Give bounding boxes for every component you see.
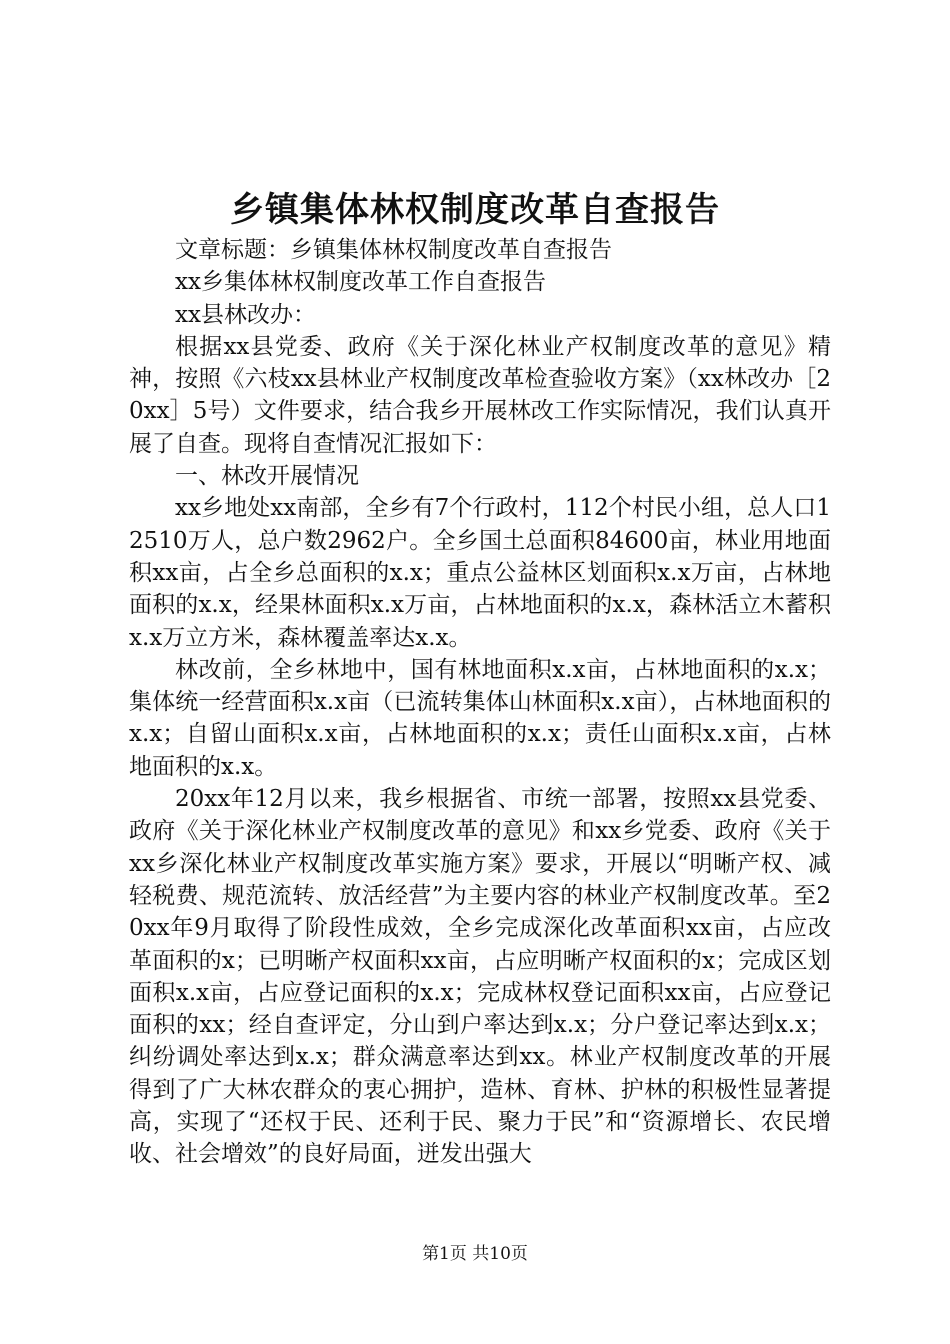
document-title: 乡镇集体林权制度改革自查报告 bbox=[230, 190, 720, 230]
article-title-line: 文章标题：乡镇集体林权制度改革自查报告 bbox=[175, 237, 612, 263]
overview-paragraph: xx乡地处xx南部，全乡有7个行政村，112个村民小组，总人口12510万人，总户数2962户。全乡国土总面积84600亩，林业用地面积xx亩，占全乡总面积的x.x；重点公益林区划面积x.x万亩，占林地面积的x.x，经果林面积x.x万亩，占林地面积的x.x，森林活立木蓄积x.x万立方米，森林覆盖率达x.x。 bbox=[129, 495, 831, 651]
addressee: xx县林改办： bbox=[175, 301, 316, 328]
intro-paragraph: 根据xx县党委、政府《关于深化林业产权制度改革的意见》精神，按照《六枝xx县林业产权制度改革检查验收方案》（xx林改办［20xx］5号）文件要求，结合我乡开展林改工作实际情况，我们认真开展了自查。现将自查情况汇报如下： bbox=[129, 333, 831, 457]
progress-paragraph: 20xx年12月以来，我乡根据省、市统一部署，按照xx县党委、政府《关于深化林业产权制度改革的意见》和xx乡党委、政府《关于xx乡深化林业产权制度改革实施方案》要求，开展以“明晰产权、减轻税费、规范流转、放活经营”为主要内容的林业产权制度改革。至20xx年9月取得了阶段性成效，全乡完成深化改革面积xx亩，占应改革面积的x；已明晰产权面积xx亩，占应明晰产权面积的x；完成区划面积x.x亩，占应登记面积的x.x；完成林权登记面积xx亩，占应登记面积的xx；经自查评定，分山到户率达到x.x；分户登记率达到x.x；纠纷调处率达到x.x；群众满意率达到xx。林业产权制度改革的开展得到了广大林农群众的衷心拥护，造林、育林、护林的积极性显著提高，实现了“还权于民、还利于民、聚力于民”和“资源增长、农民增收、社会增效”的良好局面，迸发出强大 bbox=[129, 786, 831, 1168]
report-heading: xx乡集体林权制度改革工作自查报告 bbox=[175, 269, 546, 296]
pre-reform-paragraph: 林改前，全乡林地中，国有林地面积x.x亩，占林地面积的x.x；集体统一经营面积x.x亩（已流转集体山林面积x.x亩），占林地面积的x.x；自留山面积x.x亩，占林地面积的x.x；责任山面积x.x亩，占林地面积的x.x。 bbox=[129, 656, 831, 780]
section-heading: 一、林改开展情况 bbox=[175, 463, 359, 490]
document-body bbox=[129, 234, 831, 1171]
page-number: 第1页 共10页 bbox=[422, 1244, 528, 1264]
